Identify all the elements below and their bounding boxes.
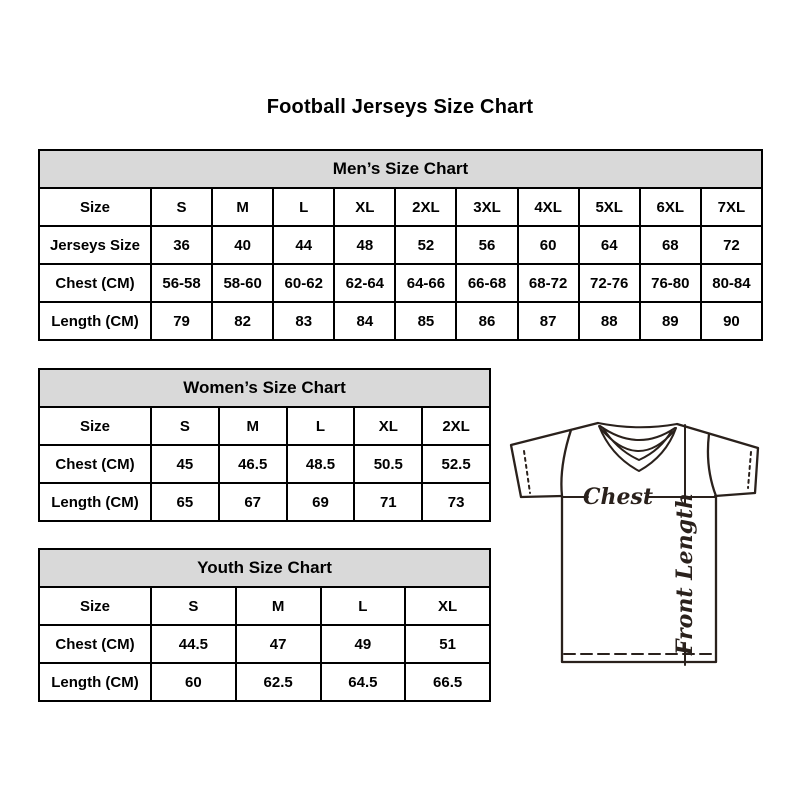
table-cell: 60: [151, 663, 236, 701]
table-cell: 36: [151, 226, 212, 264]
table-row: [39, 264, 762, 302]
table-cell: 44.5: [151, 625, 236, 663]
table-cell: 51: [405, 625, 490, 663]
table-cell: L: [273, 188, 334, 226]
youth-table-header-row: [39, 549, 490, 587]
left-cuff-stitch: [524, 451, 530, 493]
table-cell: 66-68: [456, 264, 517, 302]
table-cell: 2XL: [422, 407, 490, 445]
table-cell: 44: [273, 226, 334, 264]
jersey-right-sleeve: [677, 424, 758, 496]
table-row: [39, 663, 490, 701]
row-label: Chest (CM): [39, 445, 151, 483]
table-cell: 80-84: [701, 264, 762, 302]
table-cell: XL: [354, 407, 422, 445]
table-row: [39, 226, 762, 264]
table-cell: M: [212, 188, 273, 226]
table-cell: S: [151, 407, 219, 445]
table-row: [39, 302, 762, 340]
row-label: Size: [39, 407, 151, 445]
front-length-label: Front Length: [672, 492, 698, 656]
row-label: Size: [39, 188, 151, 226]
table-row: [39, 188, 762, 226]
table-cell: 86: [456, 302, 517, 340]
table-cell: 48: [334, 226, 395, 264]
table-cell: 56-58: [151, 264, 212, 302]
table-cell: 52: [395, 226, 456, 264]
youth-size-table: [38, 548, 491, 702]
womens-size-table: [38, 368, 491, 522]
men-table-title: Men’s Size Chart: [39, 150, 762, 188]
table-cell: 45: [151, 445, 219, 483]
row-label: Length (CM): [39, 663, 151, 701]
table-cell: 85: [395, 302, 456, 340]
right-cuff-stitch: [748, 452, 751, 488]
table-cell: 71: [354, 483, 422, 521]
table-cell: 72-76: [579, 264, 640, 302]
table-cell: 88: [579, 302, 640, 340]
table-cell: 5XL: [579, 188, 640, 226]
table-cell: 62.5: [236, 663, 321, 701]
table-cell: 60: [518, 226, 579, 264]
table-cell: 47: [236, 625, 321, 663]
women-table-header-row: [39, 369, 490, 407]
table-cell: 76-80: [640, 264, 701, 302]
table-cell: S: [151, 188, 212, 226]
table-cell: 90: [701, 302, 762, 340]
table-cell: 48.5: [287, 445, 355, 483]
row-label: Jerseys Size: [39, 226, 151, 264]
table-row: [39, 445, 490, 483]
table-cell: 56: [456, 226, 517, 264]
table-cell: 4XL: [518, 188, 579, 226]
table-cell: XL: [334, 188, 395, 226]
table-cell: 65: [151, 483, 219, 521]
row-label: Size: [39, 587, 151, 625]
table-cell: 2XL: [395, 188, 456, 226]
table-cell: 83: [273, 302, 334, 340]
table-cell: 66.5: [405, 663, 490, 701]
table-cell: S: [151, 587, 236, 625]
table-cell: 69: [287, 483, 355, 521]
table-cell: 67: [219, 483, 287, 521]
table-cell: L: [287, 407, 355, 445]
table-cell: 87: [518, 302, 579, 340]
table-cell: XL: [405, 587, 490, 625]
mens-size-table: [38, 149, 763, 341]
table-cell: 40: [212, 226, 273, 264]
table-cell: 60-62: [273, 264, 334, 302]
chest-label: Chest: [582, 484, 654, 510]
row-label: Length (CM): [39, 483, 151, 521]
table-cell: 68: [640, 226, 701, 264]
table-cell: M: [219, 407, 287, 445]
page-title: Football Jerseys Size Chart: [266, 96, 534, 118]
table-cell: 72: [701, 226, 762, 264]
table-row: [39, 625, 490, 663]
youth-table-title: Youth Size Chart: [39, 549, 490, 587]
row-label: Chest (CM): [39, 625, 151, 663]
table-cell: 68-72: [518, 264, 579, 302]
table-cell: L: [321, 587, 406, 625]
men-table-header-row: [39, 150, 762, 188]
table-cell: 84: [334, 302, 395, 340]
collar-top-edge: [598, 423, 677, 427]
table-cell: 7XL: [701, 188, 762, 226]
table-cell: 82: [212, 302, 273, 340]
table-cell: 58-60: [212, 264, 273, 302]
table-cell: 64: [579, 226, 640, 264]
table-cell: 49: [321, 625, 406, 663]
row-label: Length (CM): [39, 302, 151, 340]
jersey-measurement-diagram: [495, 405, 795, 705]
table-cell: 50.5: [354, 445, 422, 483]
table-cell: 6XL: [640, 188, 701, 226]
table-cell: 89: [640, 302, 701, 340]
table-row: [39, 587, 490, 625]
table-cell: 73: [422, 483, 490, 521]
table-cell: 52.5: [422, 445, 490, 483]
table-cell: 64.5: [321, 663, 406, 701]
table-cell: 3XL: [456, 188, 517, 226]
women-table-title: Women’s Size Chart: [39, 369, 490, 407]
table-cell: 46.5: [219, 445, 287, 483]
table-row: [39, 407, 490, 445]
table-cell: 62-64: [334, 264, 395, 302]
table-cell: M: [236, 587, 321, 625]
table-row: [39, 483, 490, 521]
row-label: Chest (CM): [39, 264, 151, 302]
table-cell: 64-66: [395, 264, 456, 302]
table-cell: 79: [151, 302, 212, 340]
